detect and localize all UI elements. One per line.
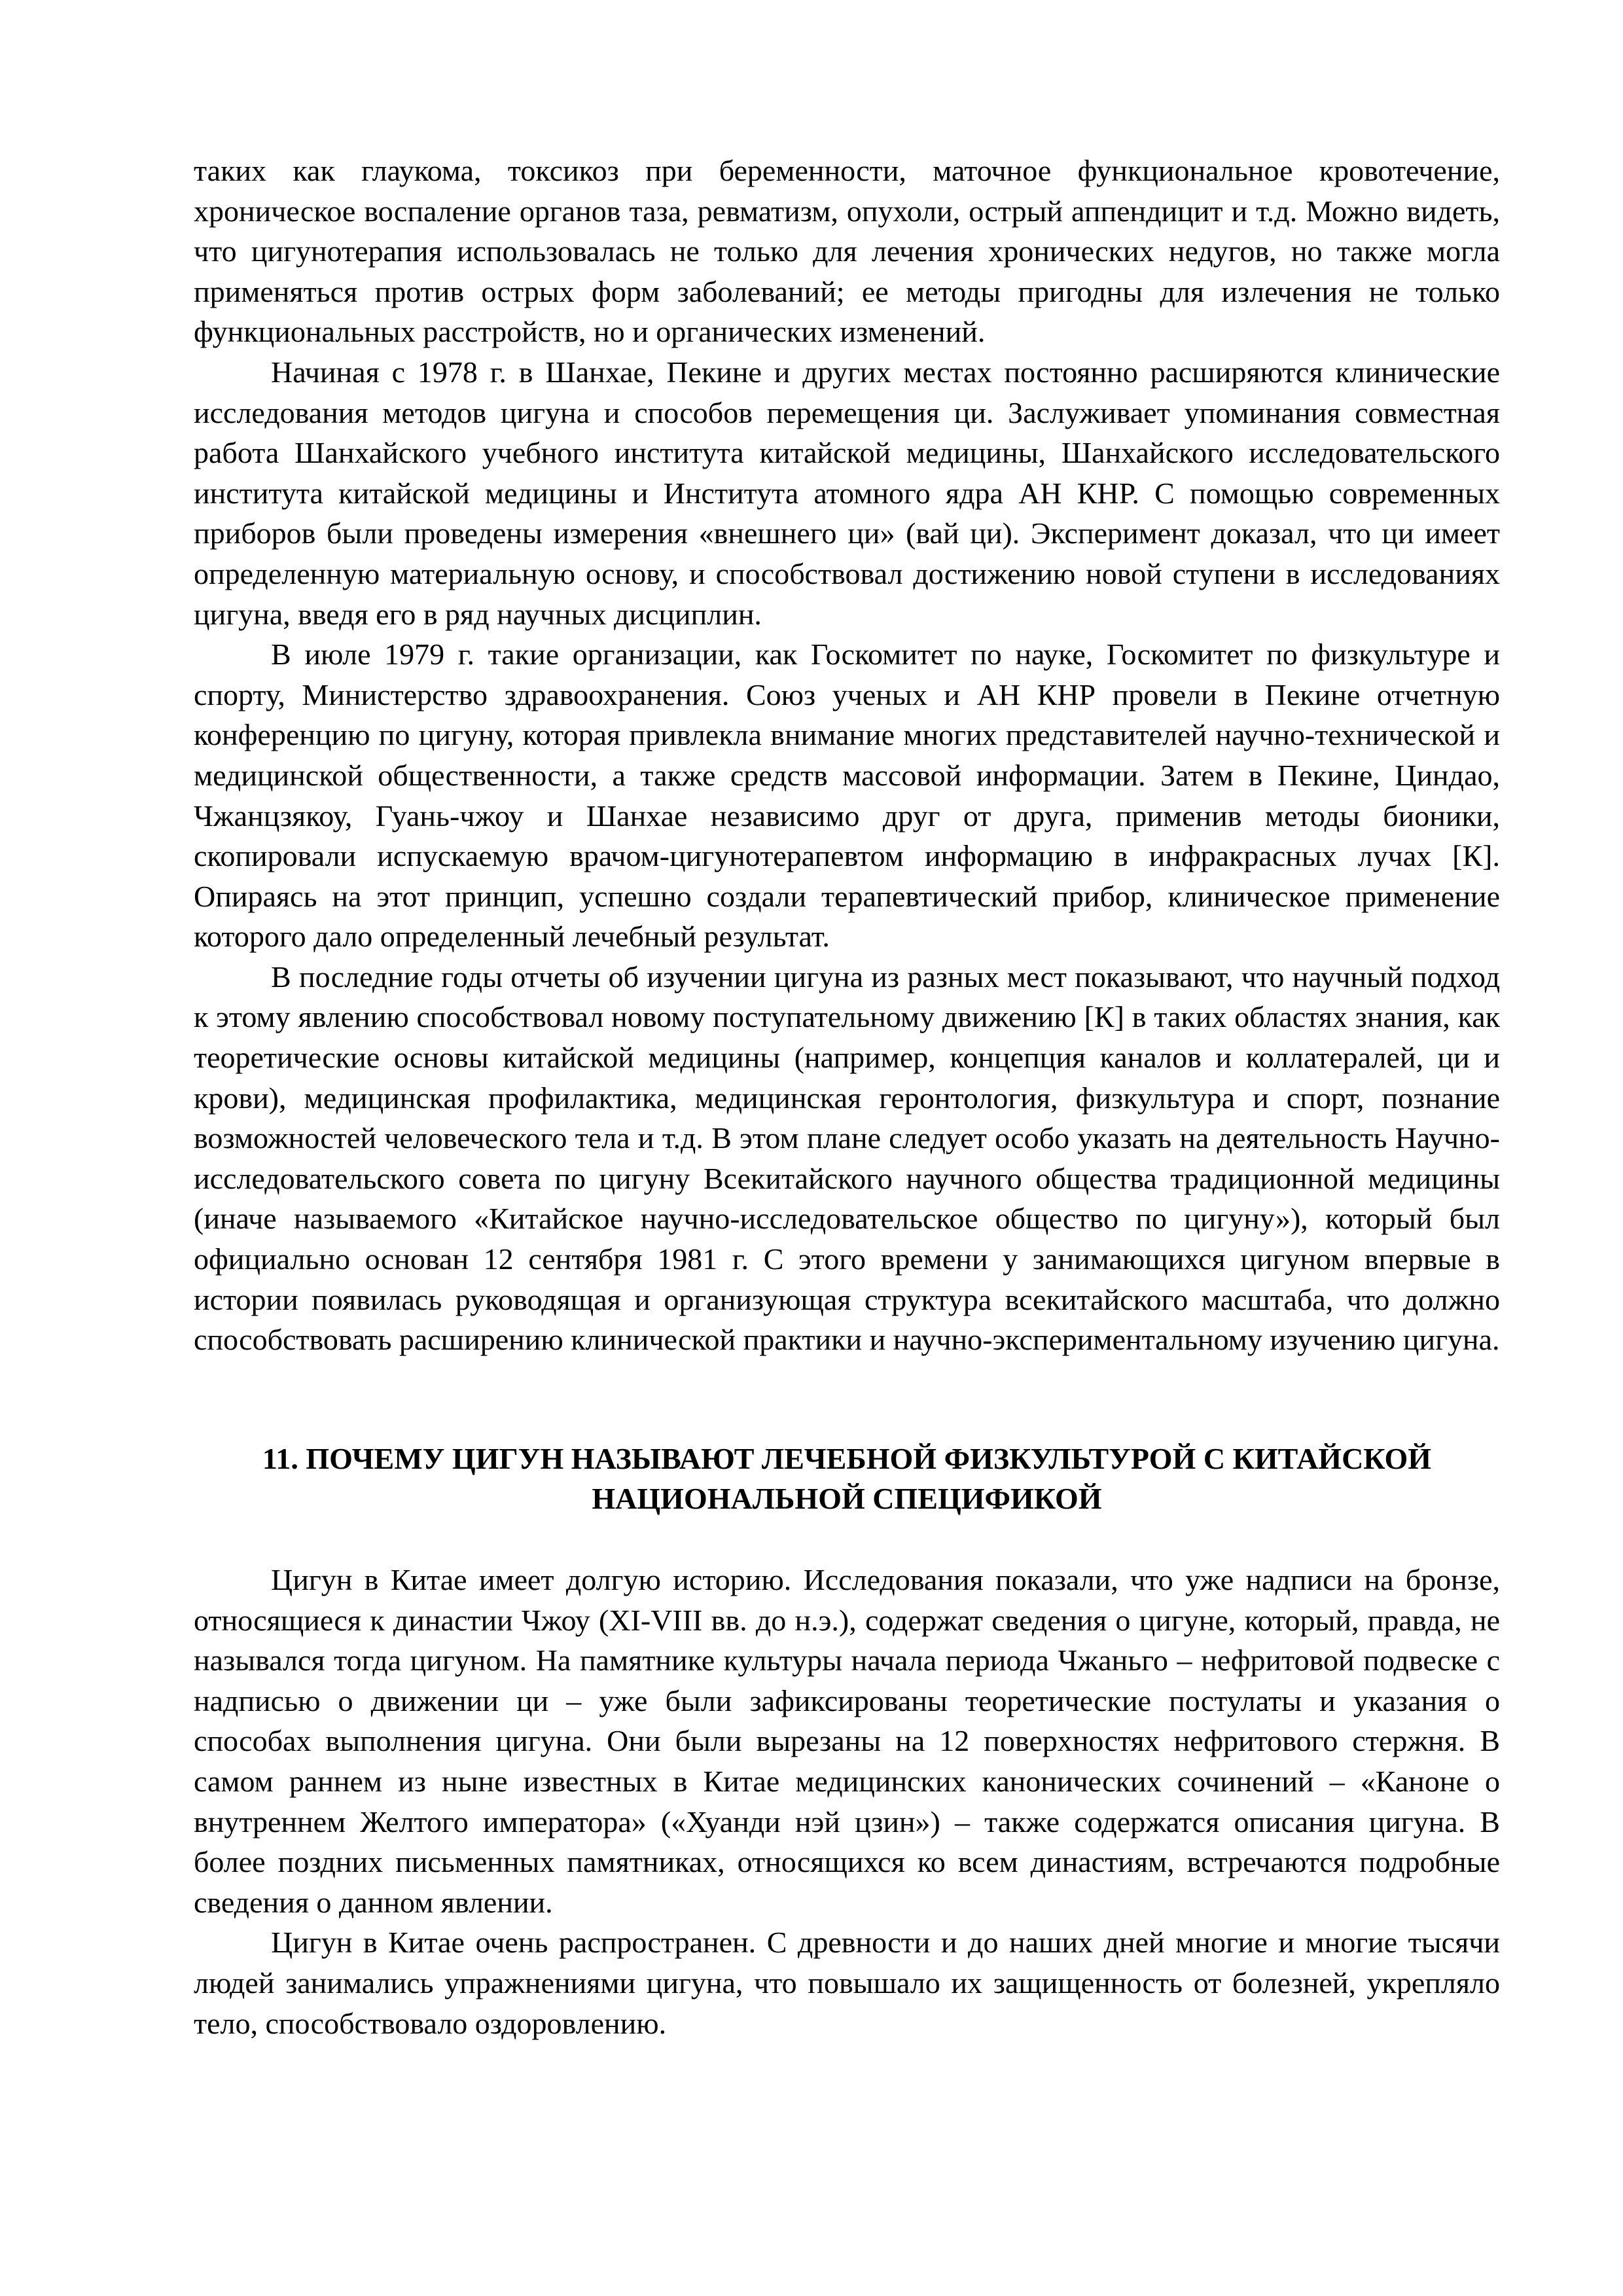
paragraph-prevalence: Цигун в Китае очень распространен. С древности и до наших дней многие и многие тысячи людей занимались упражнениями цигуна, что повышало их защищенность от болезней, укрепляло тело, способствовало оздоровлению. xyxy=(194,1926,1500,2040)
section-heading-line-2: НАЦИОНАЛЬНОЙ СПЕЦИФИКОЙ xyxy=(592,1482,1102,1516)
section-heading xyxy=(194,1439,1500,1519)
paragraph-continuation: таких как глаукома, токсикоз при беременности, маточное функциональное кровотечение, хроническое воспаление органов таза, ревматизм, опухоли, острый аппендицит и т.д. Можно видеть, что цигунотерапия использовалась не только для лечения хронических недугов, но также могла применяться против острых форм заболеваний; ее методы пригодны для излечения не только функциональных расстройств, но и органических изменений. xyxy=(194,154,1500,349)
document-page xyxy=(194,151,1500,2043)
paragraph-clinical-research: Начиная с 1978 г. в Шанхае, Пекине и других местах постоянно расширяются клинические исследования методов цигуна и способов перемещения ци. Заслуживает упоминания совместная работа Шанхайского учебного института китайской медицины, Шанхайского исследовательского института китайской медицины и Института атомного ядра АН КНР. С помощью современных приборов были проведены измерения «внешнего ци» (вай ци). Эксперимент доказал, что ци имеет определенную материальную основу, и способствовал достижению новой ступени в исследованиях цигуна, введя его в ряд научных дисциплин. xyxy=(194,355,1500,631)
paragraph-history: Цигун в Китае имеет долгую историю. Исследования показали, что уже надписи на бронзе, относящиеся к династии Чжоу (XI-VIII вв. до н.э.), содержат сведения о цигуне, который, правда, не назывался тогда цигуном. На памятнике культуры начала периода Чжаньго – нефритовой подвеске с надписью о движении ци – уже были зафиксированы теоретические постулаты и указания о способах выполнения цигуна. Они были вырезаны на 12 поверхностях нефритового стержня. В самом раннем из ныне известных в Китае медицинских канонических сочинений – «Каноне о внутреннем Желтого императора» («Хуанди нэй цзин») – также содержатся описания цигуна. В более поздних письменных памятниках, относящихся ко всем династиям, встречаются подробные сведения о данном явлении. xyxy=(194,1563,1500,1919)
paragraph-recent-reports: В последние годы отчеты об изучении цигуна из разных мест показывают, что научный подход к этому явлению способствовал новому поступательному движению [К] в таких областях знания, как теоретические основы китайской медицины (например, концепция каналов и коллатералей, ци и крови), медицинская профилактика, медицинская геронтология, физкультура и спорт, познание возможностей человеческого тела и т.д. В этом плане следует особо указать на деятельность Научно-исследовательского совета по цигуну Всекитайского научного общества традиционной медицины (иначе называемого «Китайское научно-исследовательское общество по цигуну»), который был официально основан 12 сентября 1981 г. С этого времени у занимающихся цигуном впервые в истории появилась руководящая и организующая структура всекитайского масштаба, что должно способствовать расширению клинической практики и научно-экспериментальному изучению цигуна. xyxy=(194,960,1500,1357)
section-heading-line-1: 11. ПОЧЕМУ ЦИГУН НАЗЫВАЮТ ЛЕЧЕБНОЙ ФИЗКУЛЬТУРОЙ С КИТАЙСКОЙ xyxy=(262,1441,1432,1475)
paragraph-conference-1979: В июле 1979 г. такие организации, как Госкомитет по науке, Госкомитет по физкультуре и спорту, Министерство здравоохранения. Союз ученых и АН КНР провели в Пекине отчетную конференцию по цигуну, которая привлекла внимание многих представителей научно-технической и медицинской общественности, а также средств массовой информации. Затем в Пекине, Циндао, Чжанцзякоу, Гуань-чжоу и Шанхае независимо друг от друга, применив методы бионики, скопировали испускаемую врачом-цигунотерапевтом информацию в инфракрасных лучах [К]. Опираясь на этот принцип, успешно создали терапевтический прибор, клиническое применение которого дало определенный лечебный результат. xyxy=(194,637,1500,954)
